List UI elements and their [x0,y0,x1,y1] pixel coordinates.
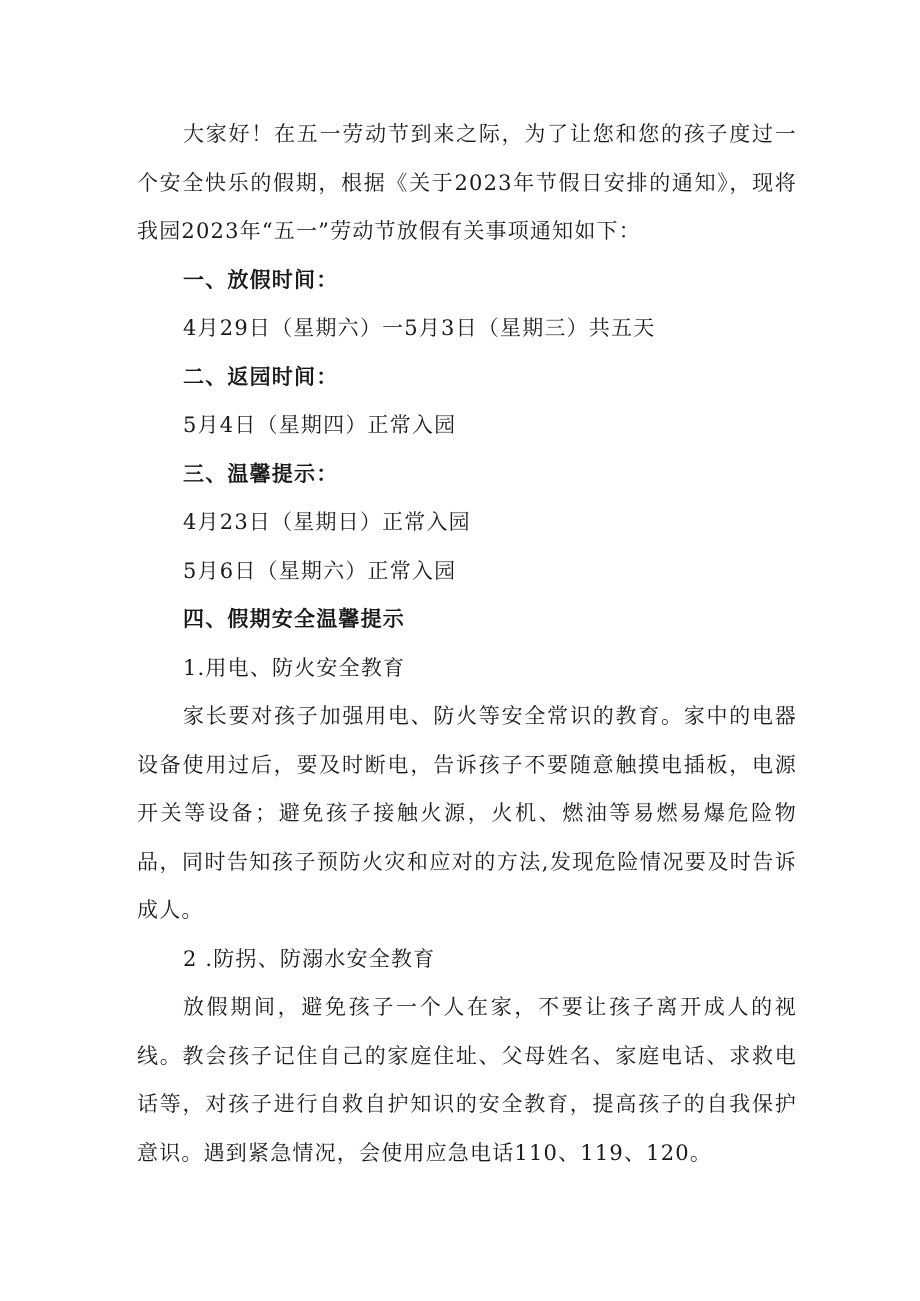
return-time-text: 5月4日（星期四）正常入园 [183,413,457,437]
topic-2-paragraph: 放假期间，避免孩子一个人在家，不要让孩子离开成人的视线。教会孩子记住自己的家庭住址、父母姓名、家庭电话、求救电话等，对孩子进行自救自护知识的安全教育，提高孩子的自我保护意识。遇到紧急情况，会使用应急电话110、119、120。 [137,995,797,1165]
section-heading-safety-tips: 四、假期安全温馨提示 [183,607,405,631]
holiday-time-text: 4月29日（星期六）一5月3日（星期三）共五天 [183,316,656,340]
document-body [137,110,797,1177]
reminder-line-2: 5月6日（星期六）正常入园 [183,558,457,583]
reminder-line-1: 4月23日（星期日）正常入园 [183,510,471,534]
topic-2-title: 2 .防拐、防溺水安全教育 [183,946,436,971]
topic-1-paragraph: 家长要对孩子加强用电、防火等安全常识的教育。家中的电器设备使用过后，要及时断电，告诉孩子不要随意触摸电插板，电源开关等设备；避免孩子接触火源，火机、燃油等易燃易爆危险物品，同时告知孩子预防火灾和应对的方法,发现危险情况要及时告诉成人。 [137,704,797,922]
section-heading-reminder: 三、温馨提示： [183,461,339,486]
section-heading-return-time: 二、返园时间： [183,364,339,389]
intro-paragraph: 大家好！在五一劳动节到来之际，为了让您和您的孩子度过一个安全快乐的假期，根据《关于2023年节假日安排的通知》，现将我园2023年“五一”劳动节放假有关事项通知如下： [137,122,797,243]
section-heading-holiday-time: 一、放假时间： [183,267,339,292]
topic-1-title: 1.用电、防火安全教育 [183,655,406,680]
